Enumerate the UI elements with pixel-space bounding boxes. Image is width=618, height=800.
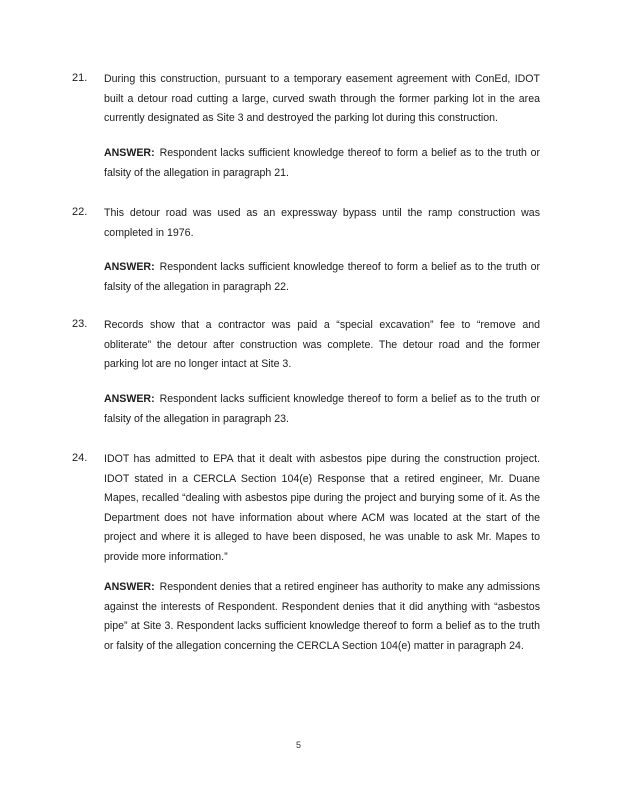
answer-label: ANSWER: bbox=[104, 581, 155, 593]
answer-text: Respondent lacks sufficient knowledge thereof to form a belief as to the truth or falsity of the allegation in paragraph 22. bbox=[104, 261, 540, 293]
paragraph-number: 22. bbox=[72, 206, 88, 218]
answer-block bbox=[104, 390, 540, 429]
allegation-text: This detour road was used as an expressway bypass until the ramp construction was completed in 1976. bbox=[104, 207, 540, 239]
paragraph-number: 24. bbox=[72, 452, 88, 464]
answer-label: ANSWER: bbox=[104, 147, 155, 159]
paragraph-number: 21. bbox=[72, 72, 88, 84]
allegation-text: During this construction, pursuant to a temporary easement agreement with ConEd, IDOT built a detour road cutting a large, curved swath through the former parking lot in the area currently designated as Site 3 and destroyed the parking lot during this construction. bbox=[104, 73, 540, 124]
paragraph-number: 23. bbox=[72, 318, 88, 330]
answer-label: ANSWER: bbox=[104, 261, 155, 273]
answer-label: ANSWER: bbox=[104, 393, 155, 405]
answer-text: Respondent lacks sufficient knowledge thereof to form a belief as to the truth or falsity of the allegation in paragraph 23. bbox=[104, 393, 540, 425]
answer-text: Respondent lacks sufficient knowledge thereof to form a belief as to the truth or falsity of the allegation in paragraph 21. bbox=[104, 147, 540, 179]
answer-text: Respondent denies that a retired engineer has authority to make any admissions against the interests of Respondent. Respondent denies that it did anything with “asbestos pipe” at Site 3. Respondent lacks sufficient knowledge thereof to form a belief as to the truth or falsity of the allegation concerning the CERCLA Section 104(e) matter in paragraph 24. bbox=[104, 581, 540, 652]
answer-block bbox=[104, 144, 540, 183]
answer-block bbox=[104, 578, 540, 656]
answer-block bbox=[104, 258, 540, 297]
page-number: 5 bbox=[296, 740, 302, 750]
allegation-text: IDOT has admitted to EPA that it dealt with asbestos pipe during the construction project. IDOT stated in a CERCLA Section 104(e) Response that a retired engineer, Mr. Duane Mapes, recalled “dealing with asbestos pipe during the project and burying some of it. As the Department does not have information about where ACM was located at the start of the project and where it is alleged to have been disposed, he was unable to ask Mr. Mapes to provide more information.” bbox=[104, 453, 540, 563]
allegation-text: Records show that a contractor was paid a “special excavation” fee to “remove and obliterate” the detour after construction was complete. The detour road and the former parking lot are no longer intact at Site 3. bbox=[104, 319, 540, 370]
